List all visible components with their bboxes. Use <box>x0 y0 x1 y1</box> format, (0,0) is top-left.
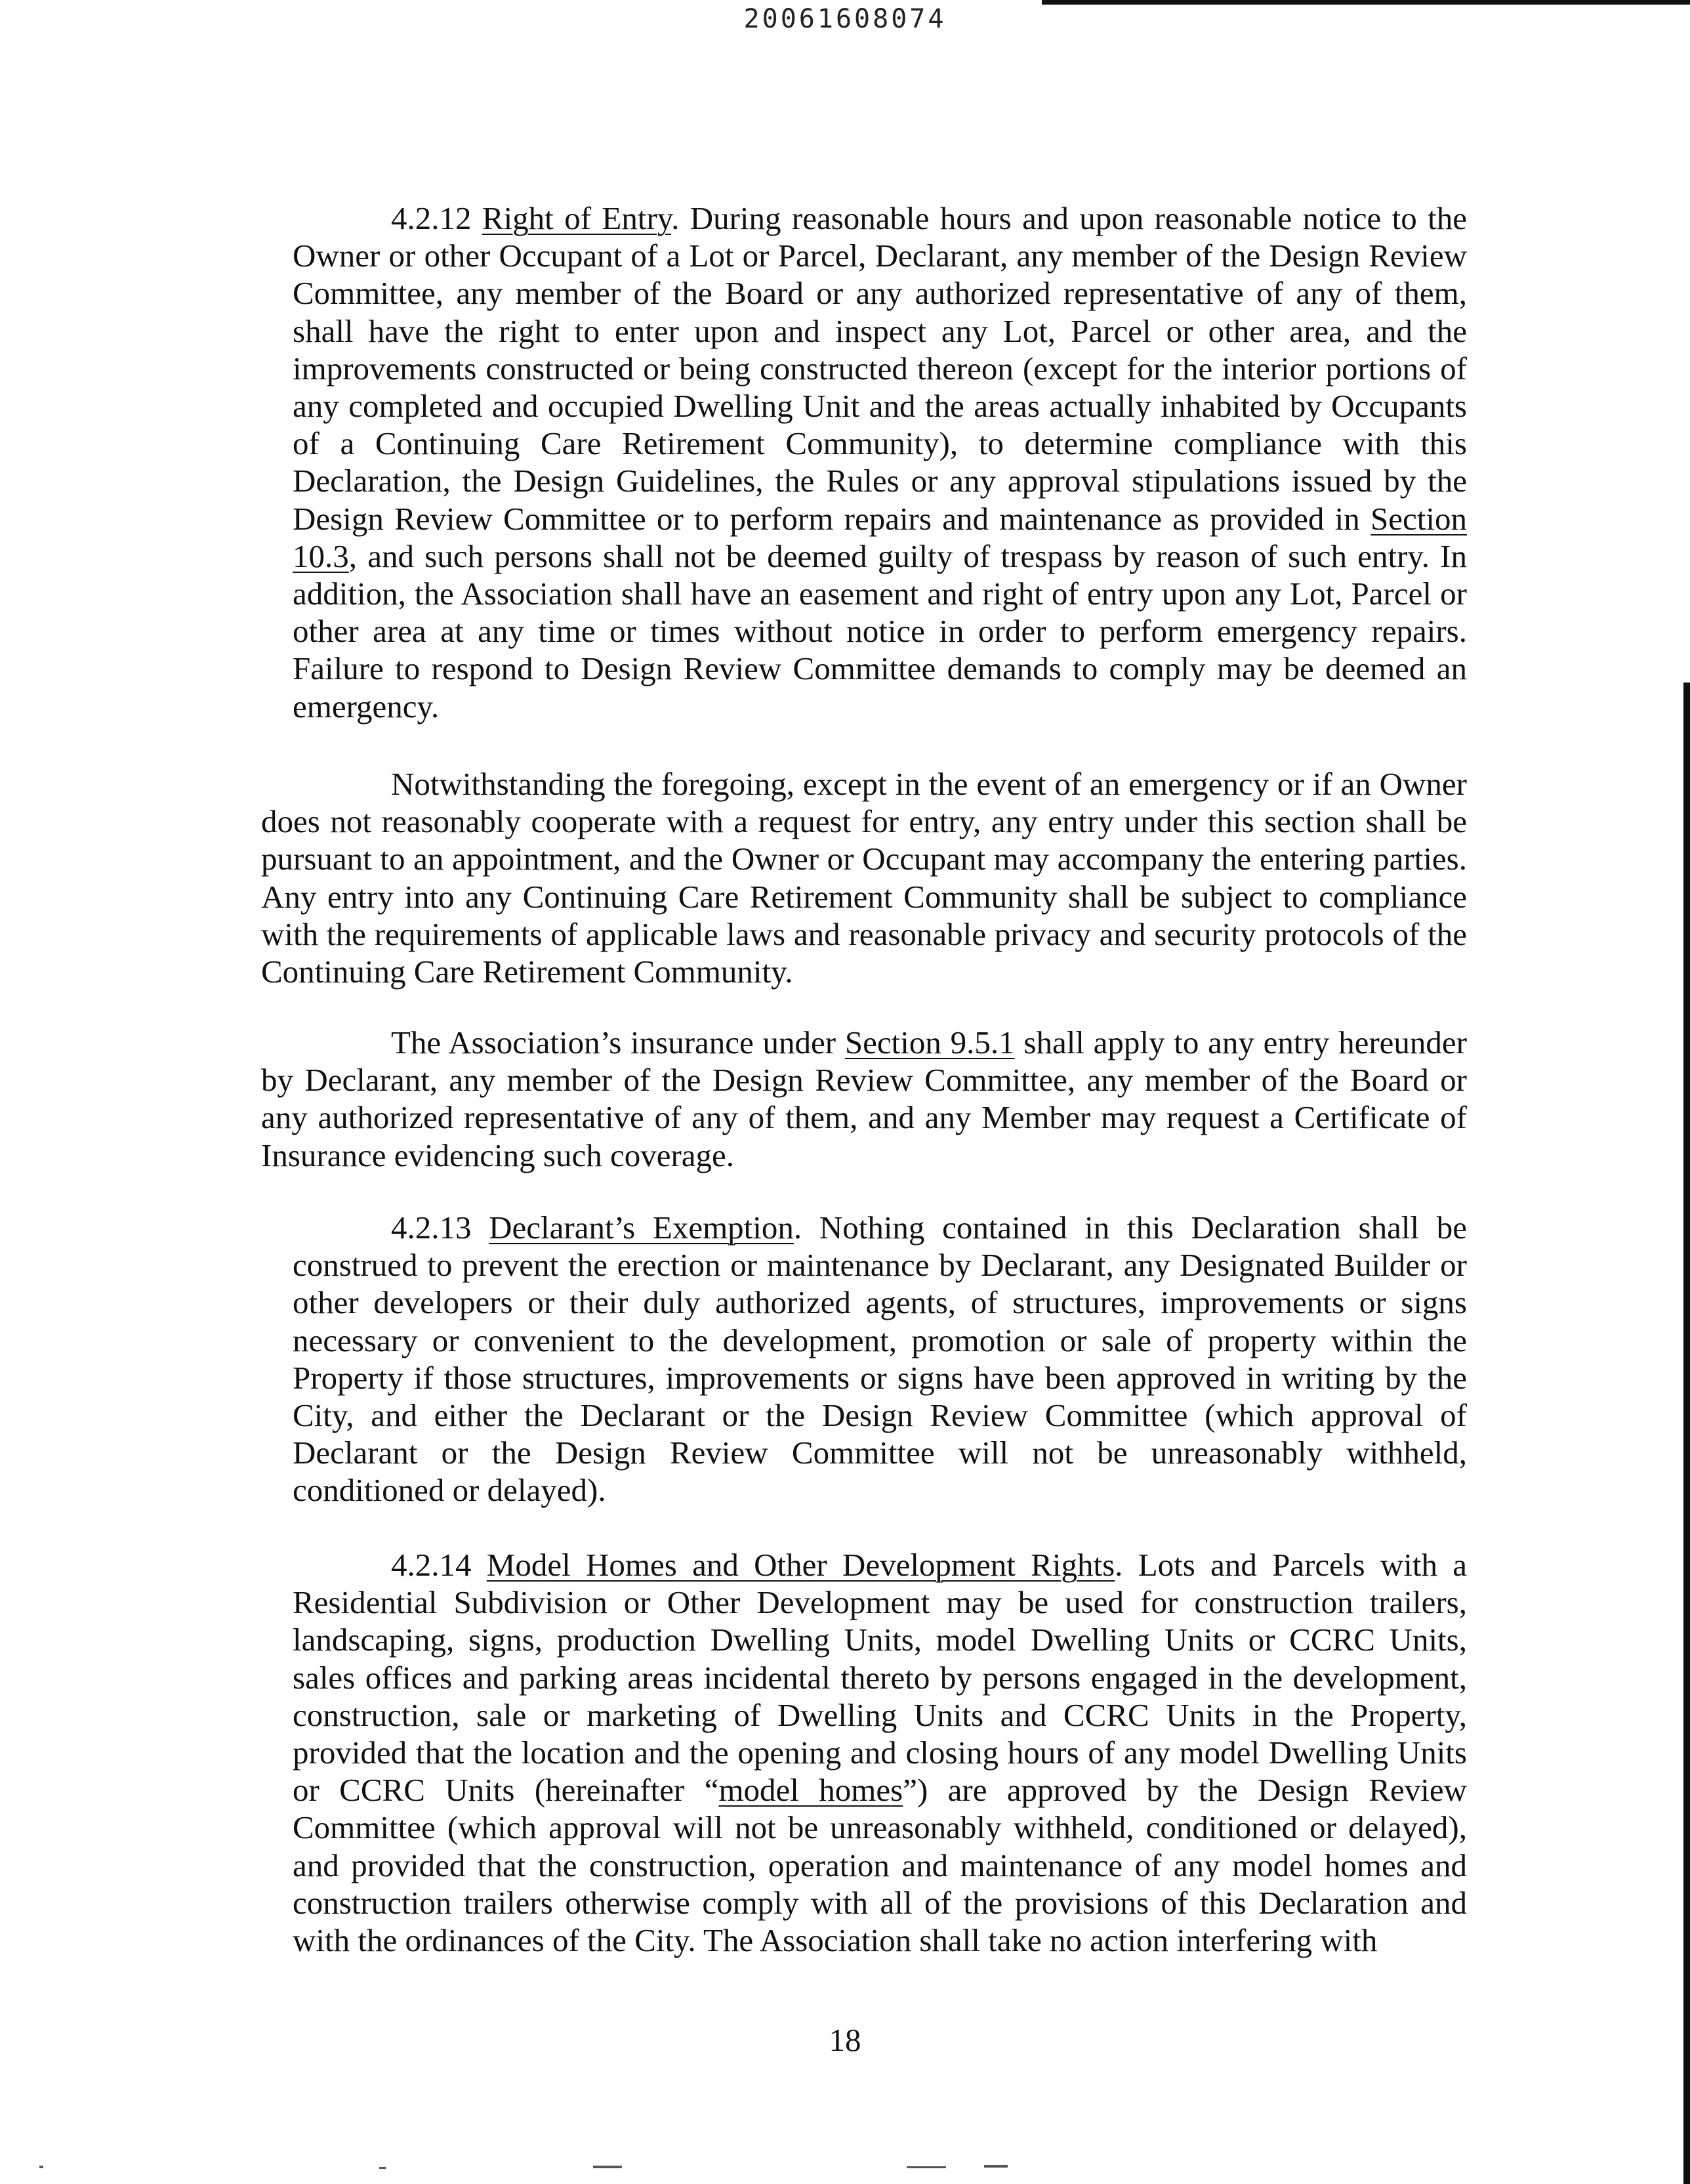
scan-speck <box>984 2165 1008 2168</box>
scan-speck <box>907 2166 946 2168</box>
scan-speck <box>593 2166 622 2168</box>
section-number: 4.2.12 <box>391 200 472 236</box>
scan-speck <box>379 2167 386 2169</box>
section-reference: Section 9.5.1 <box>844 1024 1015 1060</box>
section-text: . During reasonable hours and upon reasonable notice to the Owner or other Occupant of a Lot or Parcel, Declarant, any member of the Design Review Committee, any member of the Board or any authorized representative of any of them, shall have the right to enter upon and inspect any Lot, Parcel or other area, and the improvements constructed or being constructed thereon (except for the interior portions of any completed and occupied Dwelling Unit and the areas actually inhabited by Occupants of a Continuing Care Retirement Community), to determine compliance with this Declaration, the Design Guidelines, the Rules or any approval stipulations issued by the Design Review Committee or to perform repairs and maintenance as provided in <box>293 200 1467 537</box>
paragraph-text: shall apply to any entry hereunder by Declarant, any member of the Design Review Committee, any member of the Board or any authorized representative of any of them, and any Member may request a Certificate of Insurance evidencing such coverage. <box>261 1024 1467 1173</box>
notwithstanding-paragraph <box>261 765 1467 990</box>
document-number: 20061608074 <box>743 4 947 34</box>
section-text: . Nothing contained in this Declaration shall be construed to prevent the erection or maintenance by Declarant, any Designated Builder or other developers or their duly authorized agents, of structures, improvements or signs necessary or convenient to the development, promotion or sale of property within the Property if those structures, improvements or signs have been approved in writing by the City, and either the Declarant or the Design Review Committee (which approval of Declarant or the Design Review Committee will not be unreasonably withheld, conditioned or delayed). <box>293 1209 1467 1509</box>
paragraph-text: Notwithstanding the foregoing, except in the event of an emergency or if an Owner does not reasonably cooperate with a request for entry, any entry under this section shall be pursuant to an appointment, and the Owner or Occupant may accompany the entering parties. Any entry into any Continuing Care Retirement Community shall be subject to compliance with the requirements of applicable laws and reasonable privacy and security protocols of the Continuing Care Retirement Community. <box>261 766 1467 990</box>
section-text: ”) are approved by the Design Review Committee (which approval will not be unreasonably withheld, conditioned or delayed), and provided that the construction, operation and maintenance of any model homes and construction trailers otherwise comply with all of the provisions of this Declaration and with the ordinances of the City. The Association shall take no action interfering with <box>293 1772 1467 1959</box>
section-title: Declarant’s Exemption <box>489 1209 794 1246</box>
section-text: . Lots and Parcels with a Residential Subdivision or Other Development may be used for construction trailers, landscaping, signs, production Dwelling Units, model Dwelling Units or CCRC Units, sales offices and parking areas incidental thereto by persons engaged in the development, construction, sale or marketing of Dwelling Units and CCRC Units in the Property, provided that the location and the opening and closing hours of any model Dwelling Units or CCRC Units (hereinafter “ <box>293 1547 1468 1809</box>
section-text: , and such persons shall not be deemed guilty of trespass by reason of such entry. In addition, the Association shall have an easement and right of entry upon any Lot, Parcel or other area at any time or times without notice in order to perform emergency repairs. Failure to respond to Design Review Committee demands to comply may be deemed an emergency. <box>293 537 1467 724</box>
section-title: Model Homes and Other Development Rights <box>486 1547 1115 1583</box>
insurance-paragraph <box>261 1024 1467 1174</box>
section-number: 4.2.13 <box>391 1209 472 1246</box>
scan-speck <box>39 2166 43 2168</box>
page-number: 18 <box>829 2022 861 2058</box>
section-4-2-14 <box>293 1546 1467 1959</box>
section-number: 4.2.14 <box>391 1547 472 1583</box>
defined-term: model homes <box>718 1772 903 1809</box>
section-title: Right of Entry <box>482 200 672 236</box>
section-4-2-13 <box>293 1209 1467 1509</box>
paragraph-text: The Association’s insurance under <box>391 1024 836 1060</box>
section-reference: Section 10.3 <box>293 500 1468 574</box>
section-4-2-12 <box>293 200 1467 725</box>
scan-right-edge <box>1683 682 1690 2184</box>
